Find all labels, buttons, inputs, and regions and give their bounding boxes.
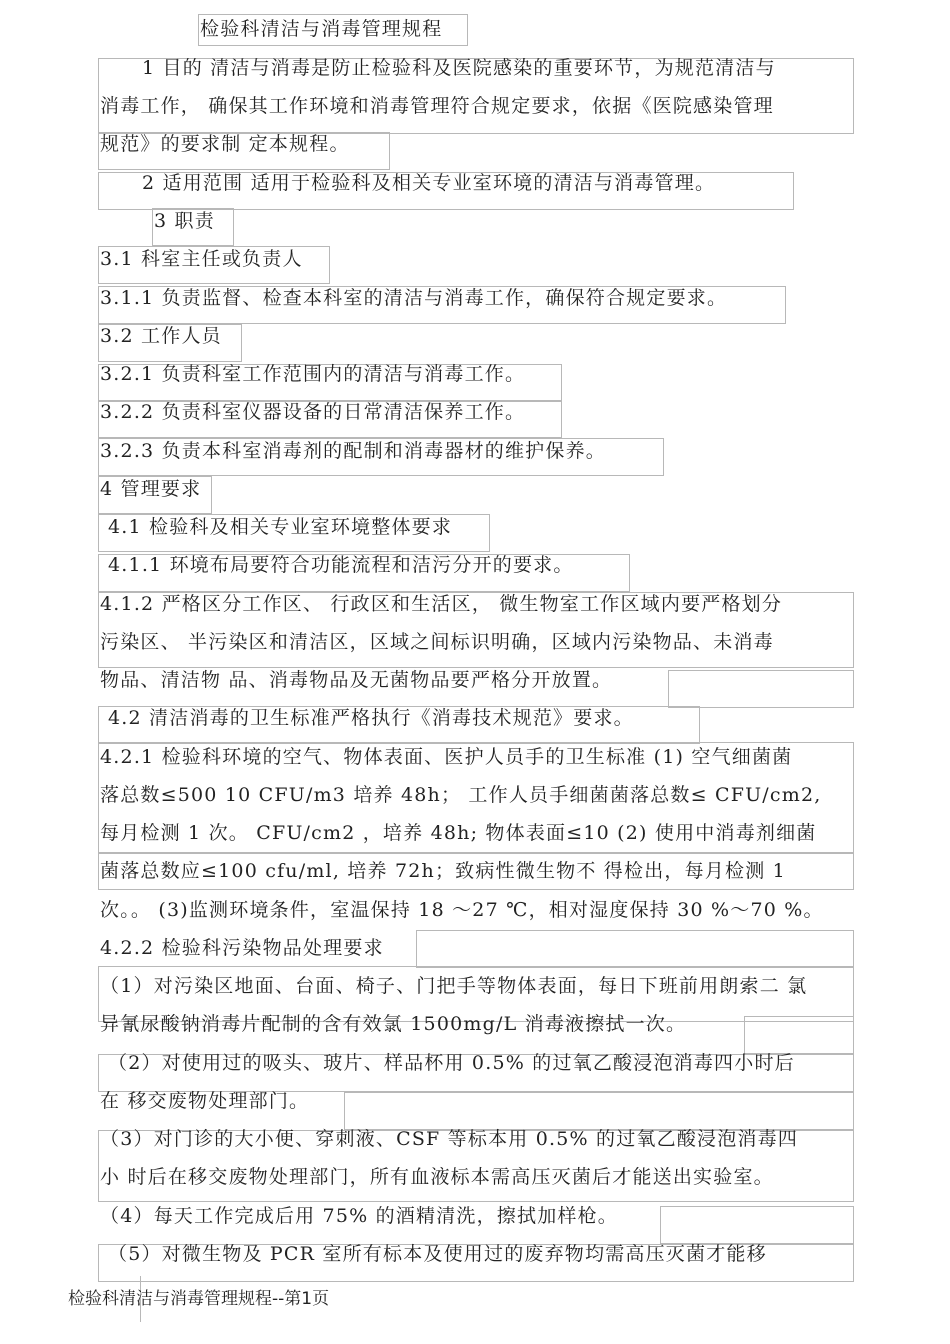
paragraph-line: 落总数≤500 10 CFU/m3 培养 48h； 工作人员手细菌菌落总数≤ CFU/cm2, [100, 784, 822, 806]
document-title: 检验科清洁与消毒管理规程 [200, 18, 443, 40]
paragraph-line: 3.1.1 负责监督、检查本科室的清洁与消毒工作，确保符合规定要求。 [100, 287, 728, 309]
text-frame [668, 670, 854, 708]
section-heading: 3 职责 [154, 210, 215, 232]
paragraph-line: （3）对门诊的大小便、穿刺液、CSF 等标本用 0.5% 的过氧乙酸浸泡消毒四 [100, 1128, 799, 1150]
paragraph-line: 菌落总数应≤100 cfu/ml, 培养 72h；致病性微生物不 得检出，每月检测 1 [100, 860, 786, 882]
text-frame [744, 1016, 854, 1054]
paragraph-line: 1 目的 清洁与消毒是防止检验科及医院感染的重要环节，为规范清洁与 [142, 57, 776, 79]
section-heading: 4.2 清洁消毒的卫生标准严格执行《消毒技术规范》要求。 [108, 707, 634, 729]
section-heading: 4.2.2 检验科污染物品处理要求 [100, 937, 384, 959]
paragraph-line: 物品、清洁物 品、消毒物品及无菌物品要严格分开放置。 [100, 669, 613, 691]
paragraph-line: 污染区、 半污染区和清洁区，区域之间标识明确，区域内污染物品、未消毒 [100, 631, 774, 653]
paragraph-line: 4.1.2 严格区分工作区、 行政区和生活区， 微生物室工作区域内要严格划分 [100, 593, 783, 615]
paragraph-line: 3.2.2 负责科室仪器设备的日常清洁保养工作。 [100, 401, 526, 423]
page-footer: 检验科清洁与消毒管理规程--第1页 [68, 1289, 330, 1309]
paragraph-line: 消毒工作， 确保其工作环境和消毒管理符合规定要求，依据《医院感染管理 [100, 95, 774, 117]
text-frame [344, 1092, 854, 1130]
section-heading: 4.1 检验科及相关专业室环境整体要求 [108, 516, 453, 538]
paragraph-line: 3.2.3 负责本科室消毒剂的配制和消毒器材的维护保养。 [100, 440, 606, 462]
section-heading: 3.2 工作人员 [100, 325, 222, 347]
paragraph-line: 2 适用范围 适用于检验科及相关专业室环境的清洁与消毒管理。 [142, 172, 716, 194]
paragraph-line: 异氰尿酸钠消毒片配制的含有效氯 1500mg/L 消毒液擦拭一次。 [100, 1013, 687, 1035]
paragraph-line: 规范》的要求制 定本规程。 [100, 133, 350, 155]
paragraph-line: 在 移交废物处理部门。 [100, 1090, 310, 1112]
text-frame [416, 930, 854, 968]
paragraph-line: 3.2.1 负责科室工作范围内的清洁与消毒工作。 [100, 363, 526, 385]
paragraph-line: 4.2.1 检验科环境的空气、物体表面、医护人员手的卫生标准 (1) 空气细菌菌 [100, 746, 793, 768]
section-heading: 4 管理要求 [100, 478, 202, 500]
paragraph-line: 小 时后在移交废物处理部门，所有血液标本需高压灭菌后才能送出实验室。 [100, 1166, 774, 1188]
text-frame [660, 1206, 854, 1244]
paragraph-line: 次。。 (3)监测环境条件，室温保持 18 ～27 ℃，相对湿度保持 30 %～70 %。 [100, 899, 824, 921]
paragraph-line: 每月检测 1 次。 CFU/cm2 ，培养 48h; 物体表面≤10 (2) 使用中消毒剂细菌 [100, 822, 817, 844]
paragraph-line: 4.1.1 环境布局要符合功能流程和洁污分开的要求。 [108, 554, 574, 576]
paragraph-line: （2）对使用过的吸头、玻片、样品杯用 0.5% 的过氧乙酸浸泡消毒四小时后 [108, 1052, 795, 1074]
section-heading: 3.1 科室主任或负责人 [100, 248, 303, 270]
paragraph-line: （4）每天工作完成后用 75% 的酒精清洗，擦拭加样枪。 [100, 1205, 618, 1227]
paragraph-line: （5）对微生物及 PCR 室所有标本及使用过的废弃物均需高压灭菌才能移 [108, 1243, 767, 1265]
paragraph-line: （1）对污染区地面、台面、椅子、门把手等物体表面，每日下班前用朗索二 氯 [100, 975, 808, 997]
